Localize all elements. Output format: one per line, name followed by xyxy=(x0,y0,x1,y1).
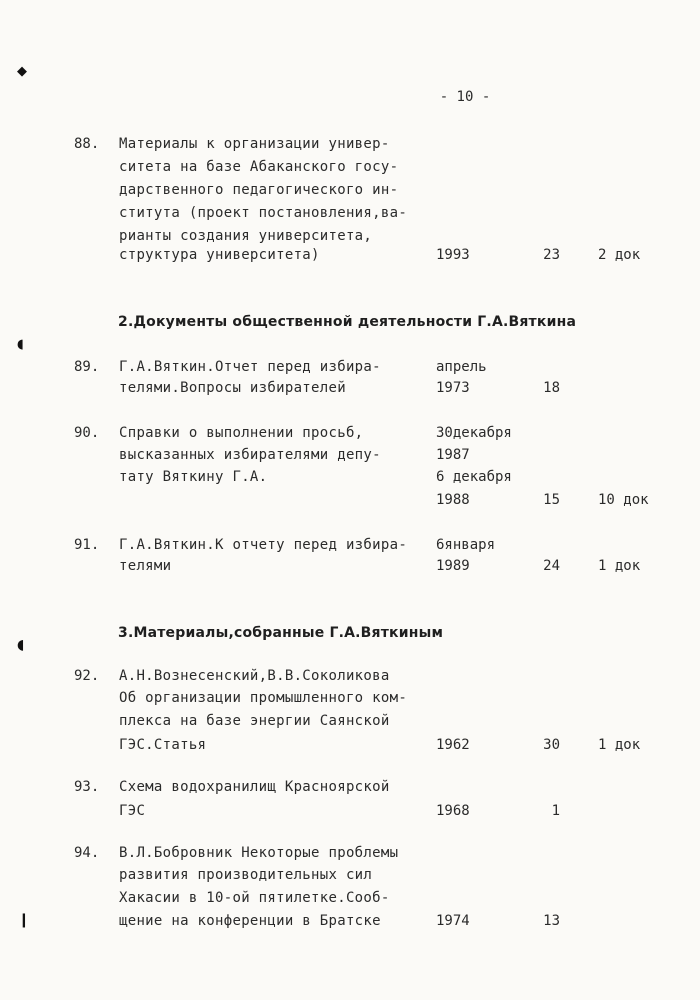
entry-number: 91. xyxy=(74,537,100,553)
entry-date: 6января xyxy=(436,537,496,553)
entry-number: 92. xyxy=(74,668,100,684)
entry-title-line: ситета на базе Абаканского госу- xyxy=(119,159,399,175)
binder-hole-mark: ◆ xyxy=(17,64,27,79)
entry-sheet-count: 15 xyxy=(543,492,560,508)
entry-doc-count: 10 док xyxy=(598,492,649,508)
entry-sheet-count: 13 xyxy=(543,913,560,929)
entry-title-line: Материалы к организации универ- xyxy=(119,136,390,152)
entry-title-line: ГЭС.Статья xyxy=(119,737,207,753)
entry-date: 1987 xyxy=(436,447,470,463)
section-heading: 2.Документы общественной деятельности Г.А.Вяткина xyxy=(118,314,577,330)
entry-title-line: дарственного педагогического ин- xyxy=(119,182,399,198)
entry-doc-count: 1 док xyxy=(598,558,641,574)
binder-hole-mark: ◖ xyxy=(17,337,24,352)
entry-title-line: ГЭС xyxy=(119,803,146,819)
entry-title-line: рианты создания университета, xyxy=(119,228,373,244)
entry-sheet-count: 1 xyxy=(551,803,560,819)
entry-date: 1974 xyxy=(436,913,470,929)
entry-title-line: А.Н.Вознесенский,В.В.Соколикова xyxy=(119,668,390,684)
entry-title-line: ститута (проект постановления,ва- xyxy=(119,205,408,221)
entry-title-line: В.Л.Бобровник Некоторые проблемы xyxy=(119,845,399,861)
entry-title-line: развития производительных сил xyxy=(119,867,373,883)
entry-date: апрель xyxy=(436,359,487,375)
entry-title-line: щение на конференции в Братске xyxy=(119,913,381,929)
entry-sheet-count: 24 xyxy=(543,558,560,574)
entry-sheet-count: 30 xyxy=(543,737,560,753)
entry-number: 89. xyxy=(74,359,100,375)
entry-title-line: плекса на базе энергии Саянской xyxy=(119,713,390,729)
entry-date: 1988 xyxy=(436,492,470,508)
entry-date: 1968 xyxy=(436,803,470,819)
entry-number: 88. xyxy=(74,136,100,152)
entry-date: 1993 xyxy=(436,247,470,263)
entry-title-line: Об организации промышленного ком- xyxy=(119,690,408,706)
entry-title-line: Справки о выполнении просьб, xyxy=(119,425,364,441)
entry-date: 1962 xyxy=(436,737,470,753)
entry-number: 93. xyxy=(74,779,100,795)
entry-title-line: Г.А.Вяткин.К отчету перед избира- xyxy=(119,537,408,553)
entry-title-line: структура университета) xyxy=(119,247,320,263)
entry-title-line: Хакасии в 10-ой пятилетке.Сооб- xyxy=(119,890,390,906)
entry-date: 30декабря xyxy=(436,425,512,441)
entry-title-line: Г.А.Вяткин.Отчет перед избира- xyxy=(119,359,381,375)
binder-hole-mark: ❙ xyxy=(18,912,30,928)
entry-doc-count: 1 док xyxy=(598,737,641,753)
entry-title-line: тату Вяткину Г.А. xyxy=(119,469,268,485)
entry-date: 1989 xyxy=(436,558,470,574)
entry-title-line: Схема водохранилищ Красноярской xyxy=(119,779,390,795)
entry-doc-count: 2 док xyxy=(598,247,641,263)
entry-sheet-count: 23 xyxy=(543,247,560,263)
entry-date: 6 декабря xyxy=(436,469,512,485)
binder-hole-mark: ◖ xyxy=(17,637,25,653)
entry-title-line: телями xyxy=(119,558,172,574)
page-number: - 10 - xyxy=(439,89,491,105)
entry-sheet-count: 18 xyxy=(543,380,560,396)
entry-title-line: телями.Вопросы избирателей xyxy=(119,380,346,396)
section-heading: 3.Материалы,собранные Г.А.Вяткиным xyxy=(118,625,444,641)
entry-number: 94. xyxy=(74,845,100,861)
entry-date: 1973 xyxy=(436,380,470,396)
entry-title-line: высказанных избирателями депу- xyxy=(119,447,381,463)
entry-number: 90. xyxy=(74,425,100,441)
